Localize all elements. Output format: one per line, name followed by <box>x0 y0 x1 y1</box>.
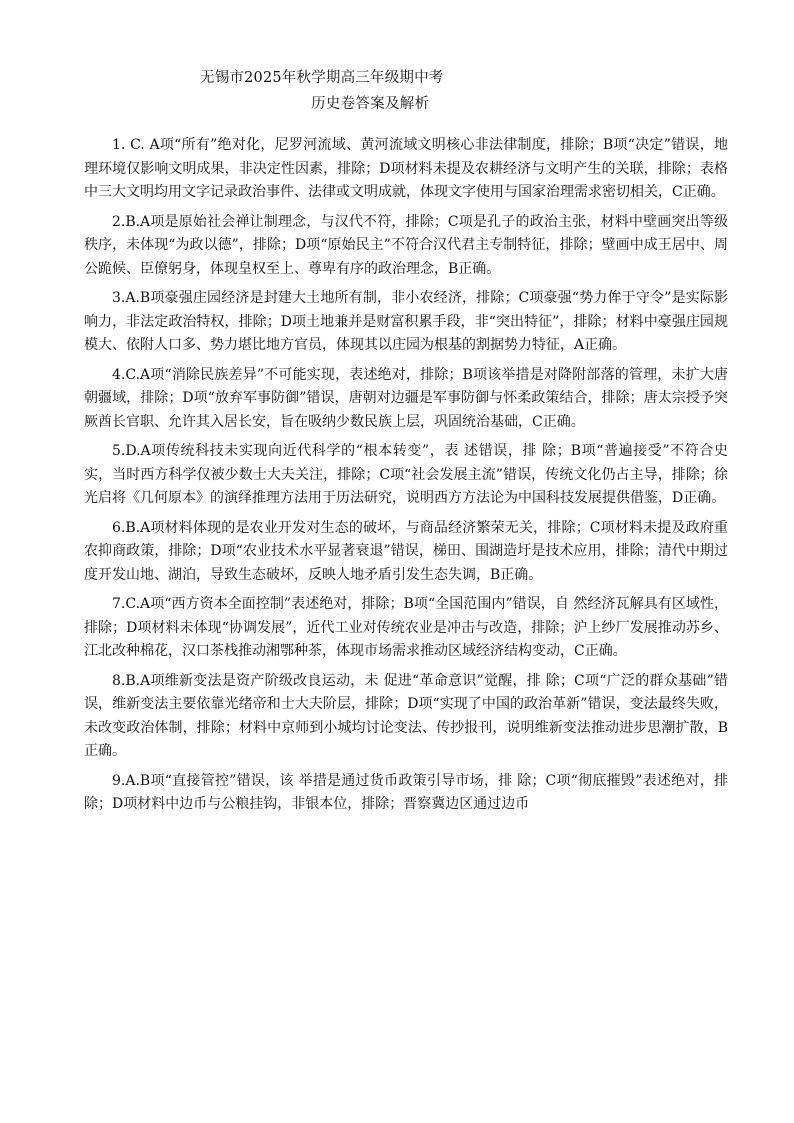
answer-list <box>84 134 728 823</box>
answer-paragraph-8: 8.B.A项维新变法是资产阶级改良运动，未 促进“革命意识”觉醒，排 除；C项“广泛的群众基础”错误，维新变法主要依靠光绪帝和士大夫阶层，排除；D项“实现了中国的政治革新”错误，变法最终失败，未改变政治体制，排除；材料中京师到小城均讨论变法、传抄报刊，说明维新变法推动进步思潮扩散，B正确。 <box>84 672 728 759</box>
answer-paragraph-1: 1. C. A项“所有”绝对化，尼罗河流域、黄河流域文明核心非法律制度，排除；B项“决定”错误，地理环境仅影响文明成果，非决定性因素，排除；D项材料未提及农耕经济与文明产生的关联，排除；表格中三大文明均用文字记录政治事件、法律或文明成就，体现文字使用与国家治理需求密切相关，C正确。 <box>84 137 728 200</box>
answer-paragraph-4: 4.C.A项“消除民族差异”不可能实现，表述绝对，排除；B项该举措是对降附部落的管理，未扩大唐朝疆域，排除；D项“放弃军事防御”错误，唐朝对边疆是军事防御与怀柔政策结合，排除；唐太宗授予突厥酋长官职、允许其入居长安，旨在吸纳少数民族上层，巩固统治基础，C正确。 <box>84 366 728 430</box>
answer-paragraph-5: 5.D.A项传统科技未实现向近代科学的“根本转变”，表 述错误，排 除；B项“普遍接受”不符合史实，当时西方科学仅被少数士大夫关注，排除；C项“社会发展主流”错误，传统文化仍占主导，排除；徐光启将《几何原本》的演绎推理方法用于历法研究，说明西方方法论为中国科技发展提供借鉴，D正确。 <box>84 443 728 506</box>
document-subtitle: 历史卷答案及解析 <box>311 96 430 112</box>
document-title: 无锡市2025年秋学期高三年级期中考 <box>200 70 444 86</box>
answer-paragraph-3: 3.A.B项豪强庄园经济是封建大土地所有制，非小农经济，排除；C项豪强“势力侔于守令”是实际影响力，非法定政治特权，排除；D项土地兼并是财富积累手段，非“突出特征”，排除；材料中豪强庄园规模大、依附人口多、势力堪比地方官员，体现其以庄园为根基的割据势力特征，A正确。 <box>84 290 728 353</box>
answer-paragraph-9: 9.A.B项“直接管控”错误，该 举措是通过货币政策引导市场，排 除；C项“彻底摧毁”表述绝对，排除；D项材料中边币与公粮挂钩，非银本位，排除；晋察冀边区通过边币 <box>84 772 728 812</box>
answer-paragraph-6: 6.B.A项材料体现的是农业开发对生态的破坏，与商品经济繁荣无关，排除；C项材料未提及政府重农抑商政策，排除；D项“农业技术水平显著衰退”错误，梯田、围湖造圩是技术应用，排除；清代中期过度开发山地、湖泊，导致生态破坏，反映人地矛盾引发生态失调，B正确。 <box>84 519 728 583</box>
answer-paragraph-2: 2.B.A项是原始社会禅让制理念，与汉代不符，排除；C项是孔子的政治主张，材料中壁画突出等级秩序，未体现“为政以德”，排除；D项“原始民主”不符合汉代君主专制特征，排除；壁画中成王居中、周公跪候、臣僚躬身，体现皇权至上、尊卑有序的政治理念，B正确。 <box>84 213 728 277</box>
answer-paragraph-7: 7.C.A项“西方资本全面控制”表述绝对，排除；B项“全国范围内”错误，自 然经济瓦解具有区域性，排除；D项材料未体现“协调发展”，近代工业对传统农业是冲击与改造，排除；沪上纱厂发展推动苏乡、江北改种棉花，汉口茶栈推动湘鄂种茶，体现市场需求推动区域经济结构变动，C正确。 <box>84 596 728 659</box>
